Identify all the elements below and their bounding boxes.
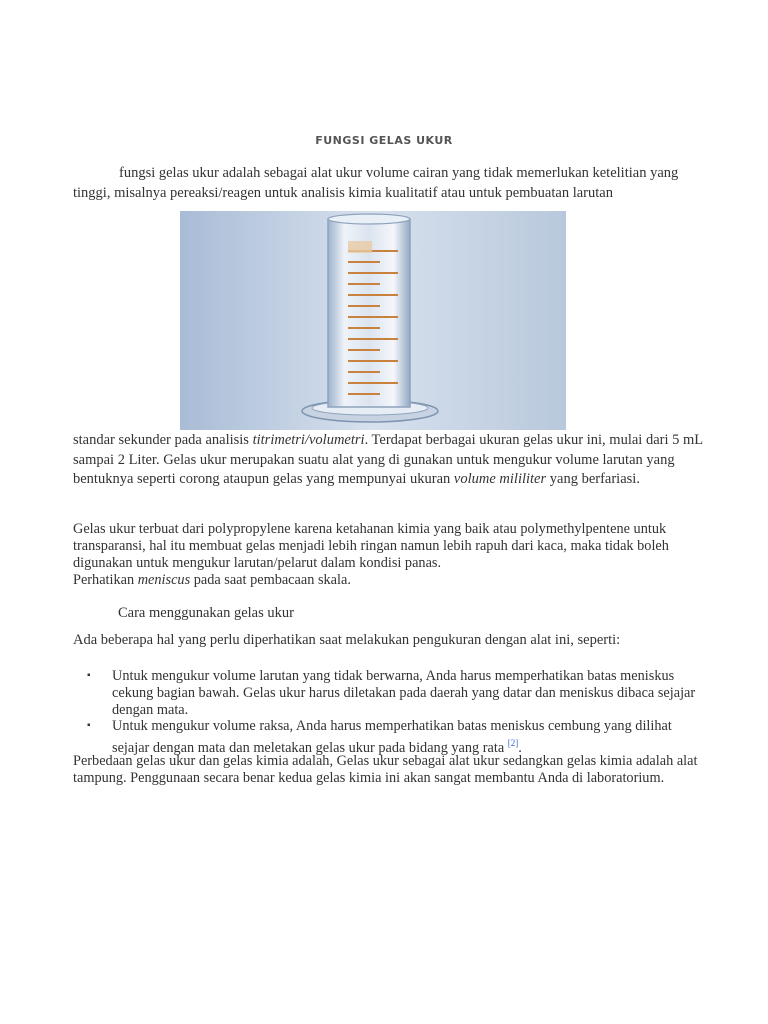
- para3-text-c: pada saat pembacaan skala.: [190, 572, 351, 588]
- measuring-cylinder-photo: [180, 211, 566, 430]
- para3-italic-meniscus: meniscus: [137, 572, 191, 588]
- measuring-cylinder-illustration: [180, 211, 566, 430]
- para3-text-a: Gelas ukur terbuat dari polypropylene karena ketahanan kimia yang baik atau polymethylpentene untuk transparansi, hal itu membuat gelas menjadi lebih ringan namun lebih rapuh dari kaca, maka tidak boleh digunakan untuk mengukur larutan/pelarut dalam kondisi panas.: [73, 521, 669, 571]
- paragraph-material: [73, 521, 709, 589]
- para2-text-c: yang berfariasi.: [546, 471, 640, 487]
- paragraph-usage-intro: Ada beberapa hal yang perlu diperhatikan saat melakukan pengukuran dengan alat ini, seperti:: [73, 632, 621, 648]
- list-item-text: Untuk mengukur volume larutan yang tidak berwarna, Anda harus memperhatikan batas meniskus cekung bagian bawah. Gelas ukur harus diletakan pada daerah yang datar dan meniskus dibaca sejajar dengan mata.: [112, 668, 696, 718]
- paragraph-difference: Perbedaan gelas ukur dan gelas kimia adalah, Gelas ukur sebagai alat ukur sedangkan gelas kimia adalah alat tampung. Penggunaan secara benar kedua gelas kimia ini akan sangat membantu Anda di laboratorium.: [73, 753, 698, 786]
- bullet-icon: ▪: [87, 670, 91, 681]
- subheading: Cara menggunakan gelas ukur: [118, 605, 294, 621]
- para2-text-b: . Terdapat berbagai ukuran gelas ukur ini, mulai dari 5 mL sampai 2 Liter. Gelas ukur merupakan suatu alat yang di gunakan untuk mengukur volume larutan yang bentuknya seperti corong ataupun gelas yang mempunyai ukuran: [73, 432, 703, 487]
- intro-paragraph: [73, 163, 713, 203]
- list-item: [73, 668, 703, 718]
- para2-italic-volume: volume mililiter: [453, 471, 547, 487]
- intro-text: fungsi gelas ukur adalah sebagai alat ukur volume cairan yang tidak memerlukan ketelitian yang tinggi, misalnya pereaksi/reagen untuk analisis kimia kualitatif atau untuk pembuatan larutan: [73, 165, 679, 201]
- para2-text-a: standar sekunder pada analisis: [73, 432, 253, 448]
- paragraph-sizes: [73, 431, 709, 490]
- list-item-end: .: [518, 739, 522, 756]
- list-item: [73, 718, 703, 756]
- document-title: FUNGSI GELAS UKUR: [315, 134, 453, 147]
- bullet-icon: ▪: [87, 720, 91, 732]
- list-item-text: Untuk mengukur volume raksa, Anda harus memperhatikan batas meniskus cembung yang dilihat sejajar dengan mata dan meletakan gelas ukur pada bidang yang rata: [112, 718, 672, 756]
- usage-list: [73, 668, 703, 757]
- citation-link[interactable]: [2]: [507, 738, 519, 749]
- para3-text-b: Perhatikan: [73, 572, 138, 588]
- para2-italic-titrimetri: titrimetri/volumetri: [252, 432, 365, 448]
